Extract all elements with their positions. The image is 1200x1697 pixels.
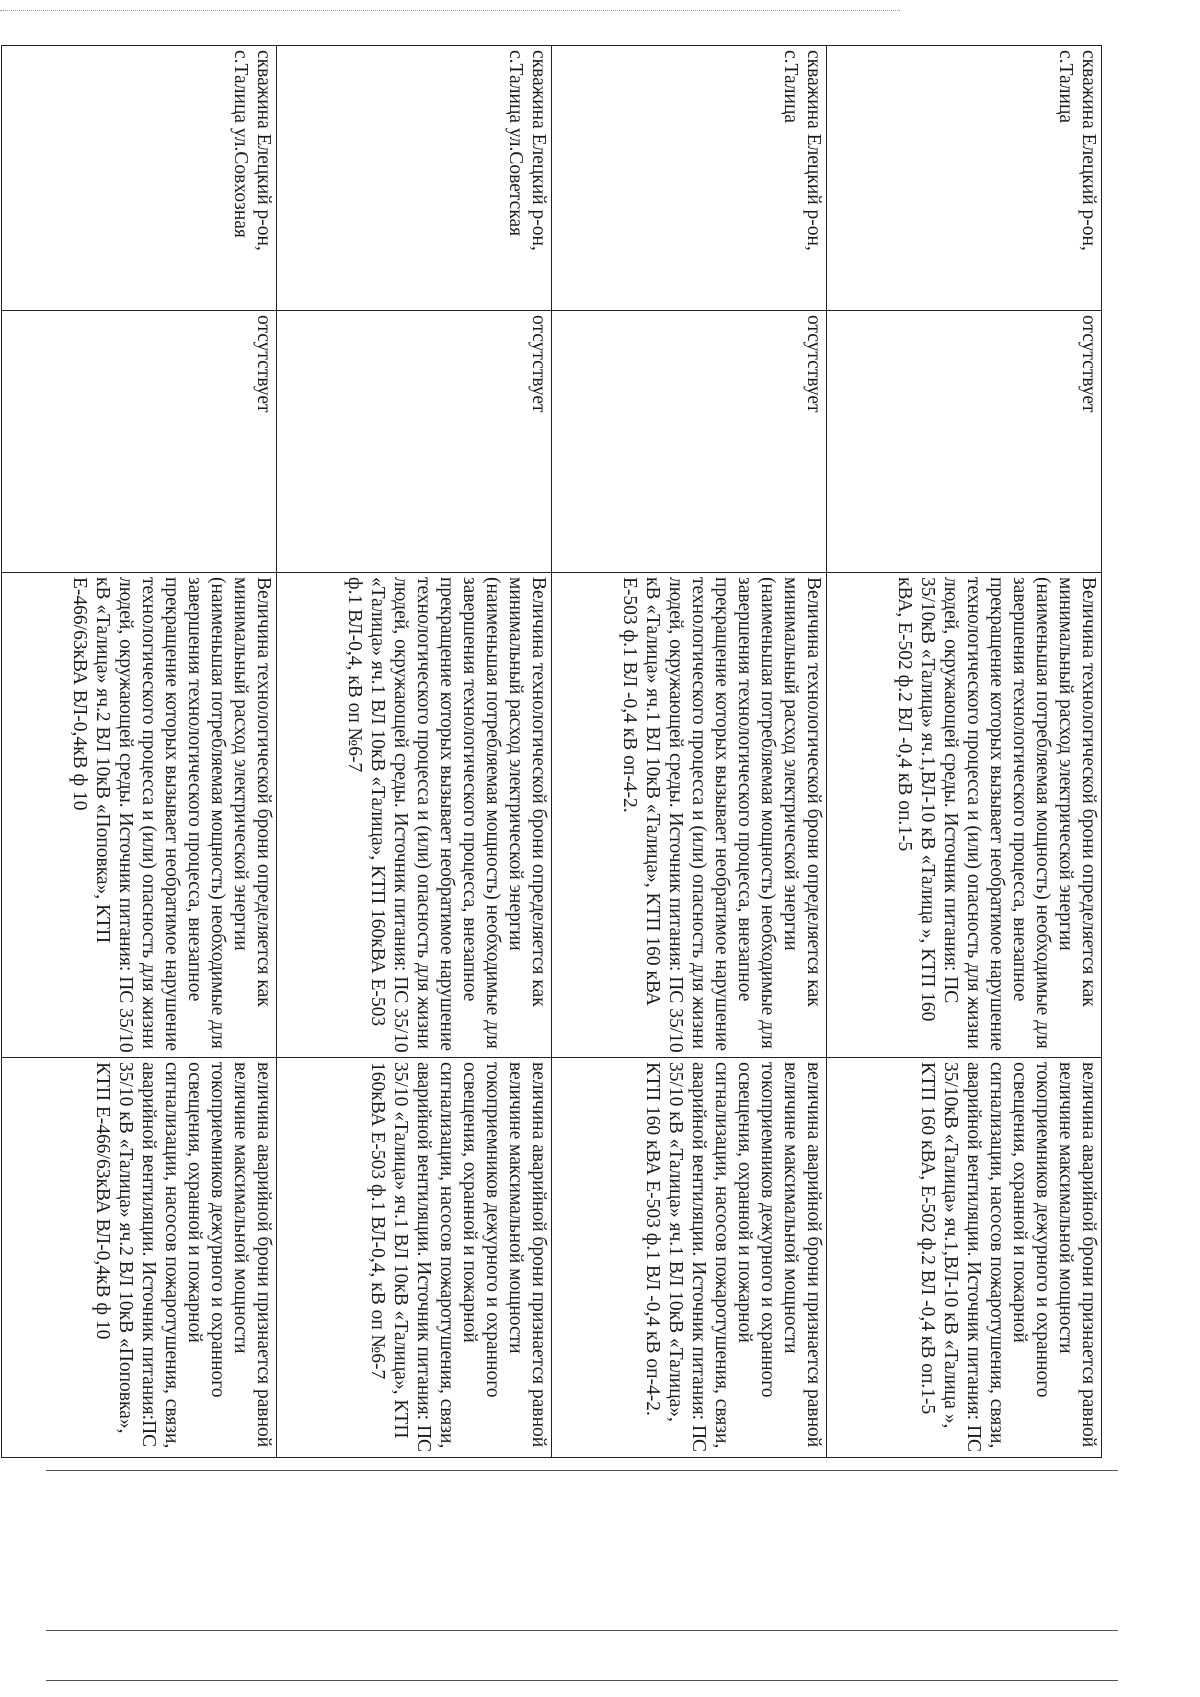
top-dotted-divider	[0, 10, 900, 11]
status-cell: отсутствует	[552, 311, 827, 573]
table-row	[827, 46, 1102, 1458]
object-cell: скважина Елецкий р-он, с.Талица ул.Совхозная	[2, 46, 277, 311]
tech-reserve-cell: Величина технологической брони определяется как минимальный расход электрической энергии (наименьшая потребляемая мощность) необходимые для завершения технологического процесса, внезапное прекращение которых вызывает необратимое нарушение технологического процесса и (или) опасность для жизни людей, окружающей среды. Источник питания: ПС 35/10 кВ «Талица» яч.1 ВЛ 10кВ «Талица», КТП 160 кВА Е-503 ф.1 ВЛ -0,4 кВ оп-4-2.	[552, 573, 827, 1058]
emergency-reserve-cell: величина аварийной брони признается равной величине максимальной мощности токоприемников дежурного и охранного освещения, охранной и пожарной сигнализации, насосов пожаротушения, связи, аварийной вентиляции. Источник питания: ПС 35/10 «Талица» яч.1 ВЛ 10кВ «Талица», КТП 160кВА Е-503 ф.1 ВЛ-0,4, кВ оп №6-7	[277, 1058, 552, 1458]
tech-reserve-cell: Величина технологической брони определяется как минимальный расход электрической энергии (наименьшая потребляемая мощность) необходимые для завершения технологического процесса, внезапное прекращение которых вызывает необратимое нарушение технологического процесса и (или) опасность для жизни людей, окружающей среды. Источник питания: ПС 35/10кВ «Талица» яч.1,ВЛ-10 кВ «Талица », КТП 160 кВА, Е-502 ф.2 ВЛ -0,4 кВ оп.1-5	[827, 573, 1102, 1058]
tech-reserve-cell: Величина технологической брони определяется как минимальный расход электрической энергии (наименьшая потребляемая мощность) необходимые для завершения технологического процесса, внезапное прекращение которых вызывает необратимое нарушение технологического процесса и (или) опасность для жизни людей, окружающей среды. Источник питания: ПС 35/10 кВ «Талица» яч.2 ВЛ 10кВ «Поповка», КТП Е-466/63кВА ВЛ-0,4кВ ф 10	[2, 573, 277, 1058]
object-cell: скважина Елецкий р-он, с.Талица ул.Советская	[277, 46, 552, 311]
table-row	[277, 46, 552, 1458]
object-cell: скважина Елецкий р-он, с.Талица	[827, 46, 1102, 311]
object-cell: скважина Елецкий р-он, с.Талица	[552, 46, 827, 311]
table-row	[552, 46, 827, 1458]
horizontal-rule	[46, 1470, 1118, 1471]
emergency-reserve-cell: величина аварийной брони признается равной величине максимальной мощности токоприемников дежурного и охранного освещения, охранной и пожарной сигнализации, насосов пожаротушения, связи, аварийной вентиляции. Источник питания: ПС 35/10 кВ «Талица» яч.1 ВЛ 10кВ «Талица», КТП 160 кВА Е-503 ф.1 ВЛ -0,4 кВ оп-4-2.	[552, 1058, 827, 1458]
emergency-reserve-cell: величина аварийной брони признается равной величине максимальной мощности токоприемников дежурного и охранного освещения, охранной и пожарной сигнализации, насосов пожаротушения, связи, аварийной вентиляции. Источник питания:ПС 35/10 кВ «Талица» яч.2 ВЛ 10кВ «Поповка», КТП Е-466/63кВА ВЛ-0,4кВ ф 10	[2, 1058, 277, 1458]
emergency-reserve-cell: величина аварийной брони признается равной величине максимальной мощности токоприемников дежурного и охранного освещения, охранной и пожарной сигнализации, насосов пожаротушения, связи, аварийной вентиляции. Источник питания: ПС 35/10кВ «Талица» яч.1,ВЛ-10 кВ «Талица », КТП 160 кВА, Е-502 ф.2 ВЛ -0,4 кВ оп.1-5	[827, 1058, 1102, 1458]
power-reserve-table	[1, 45, 1102, 1458]
horizontal-rule	[46, 1630, 1118, 1631]
table-row	[2, 46, 277, 1458]
tech-reserve-cell: Величина технологической брони определяется как минимальный расход электрической энергии (наименьшая потребляемая мощность) необходимые для завершения технологического процесса, внезапное прекращение которых вызывает необратимое нарушение технологического процесса и (или) опасность для жизни людей, окружающей среды. Источник питания: ПС 35/10 «Талица» яч.1 ВЛ 10кВ «Талица», КТП 160кВА Е-503 ф.1 ВЛ-0,4, кВ оп №6-7	[277, 573, 552, 1058]
status-cell: отсутствует	[827, 311, 1102, 573]
horizontal-rule	[46, 1680, 1118, 1681]
status-cell: отсутствует	[277, 311, 552, 573]
status-cell: отсутствует	[2, 311, 277, 573]
